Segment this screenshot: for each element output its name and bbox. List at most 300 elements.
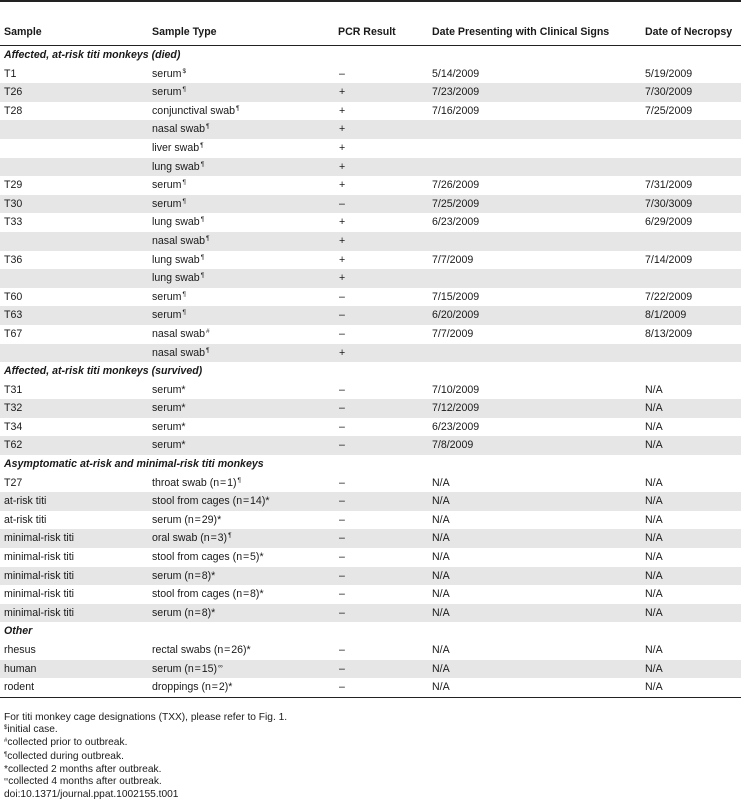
cell-date-clinical-signs-text: 7/23/2009 [432,86,480,99]
cell-date-necropsy-text: 6/29/2009 [645,216,693,229]
cell-date-necropsy-text: N/A [645,439,663,452]
cell-pcr-result-text: + [339,179,346,192]
cell-pcr-result [339,492,345,511]
cell-date-clinical-signs-text: 7/7/2009 [432,253,474,266]
cell-date-necropsy-text: N/A [645,644,663,656]
cell-date-necropsy-text: 7/31/2009 [645,179,693,192]
cell-pcr-result-text: – [339,569,345,582]
cell-sample-type-text: stool from cages (n = 8)* [152,588,264,601]
cell-pcr-result-text: + [339,272,346,285]
cell-date-clinical-signs-text: 6/20/2009 [432,309,480,322]
cell-pcr-result-text: – [339,197,345,210]
table-row [0,139,741,158]
cell-sample-type-text: serum (n = 29)* [152,513,222,526]
cell-sample-type [152,195,186,214]
cell-sample [4,436,22,455]
cell-date-necropsy [645,381,663,400]
footnote-marker: ¶ [200,216,205,224]
cell-sample [4,604,74,623]
cell-sample-text: T26 [4,86,23,99]
cell-pcr-result [339,474,345,493]
cell-date-necropsy-text: N/A [645,662,663,675]
table-row [0,176,741,195]
cell-date-clinical-signs-text: 7/16/2009 [432,104,480,117]
footnote-line [4,776,287,789]
table-row [0,529,741,548]
cell-date-clinical-signs-text: 7/26/2009 [432,179,480,192]
footnote-line [4,737,287,750]
cell-date-clinical-signs-text: N/A [432,662,450,675]
cell-sample-type-text: serum [152,86,182,99]
table-row [0,678,741,697]
section-heading: Affected, at-risk titi monkeys (survived) [4,365,203,378]
table-row [0,567,741,586]
cell-date-clinical-signs [432,83,479,102]
header-date-clinical-signs: Date Presenting with Clinical Signs [432,26,610,38]
cell-sample-text: T31 [4,383,23,396]
cell-pcr-result [339,548,345,567]
cell-pcr-result [339,288,345,307]
cell-pcr-result-text: – [339,644,345,656]
cell-date-clinical-signs [432,176,479,195]
cell-pcr-result-text: + [339,104,346,117]
cell-date-clinical-signs [432,436,473,455]
table-row [0,269,741,288]
cell-date-necropsy [645,641,663,660]
cell-sample-text: T62 [4,439,23,452]
cell-date-clinical-signs-text: N/A [432,681,450,694]
cell-date-necropsy-text: 8/13/2009 [645,327,693,340]
cell-date-clinical-signs-text: 7/8/2009 [432,439,474,452]
cell-pcr-result [339,585,345,604]
cell-date-clinical-signs-text: 5/14/2009 [432,67,480,80]
footnote-marker: ¶ [182,309,186,317]
footnote-symbol: # [4,738,8,745]
cell-sample-type [152,325,210,344]
cell-date-clinical-signs-text: 7/7/2009 [432,327,474,340]
table-row [0,288,741,307]
cell-pcr-result-text: – [339,606,345,619]
cell-sample-type-text: nasal swab [152,327,205,340]
cell-pcr-result-text: – [339,327,345,340]
cell-sample-type [152,139,204,158]
table-row [0,158,741,177]
cell-sample-type [152,120,210,139]
cell-date-necropsy [645,288,692,307]
cell-sample-type [152,529,232,548]
cell-date-necropsy [645,213,692,232]
cell-sample [4,529,74,548]
cell-pcr-result [339,158,345,177]
cell-pcr-result [339,567,345,586]
cell-date-clinical-signs [432,418,479,437]
cell-date-clinical-signs-text: 7/25/2009 [432,197,480,210]
footnote-marker: ¶ [200,272,205,280]
footnote-line [4,751,287,764]
cell-sample [4,474,22,493]
cell-sample-type-text: nasal swab [152,234,205,247]
cell-date-clinical-signs [432,195,479,214]
cell-sample-text: rhesus [4,644,36,656]
cell-pcr-result-text: – [339,681,345,694]
cell-sample-type-text: conjunctival swab [152,104,236,117]
cell-pcr-result-text: – [339,476,345,489]
section-heading: Asymptomatic at-risk and minimal-risk titi monkeys [4,458,264,471]
footnote-marker: $ [182,67,187,75]
cell-date-necropsy [645,65,692,84]
table-row [0,474,741,493]
cell-date-necropsy-text: 7/30/3009 [645,197,693,210]
cell-pcr-result-text: – [339,662,345,675]
cell-sample-text: T63 [4,309,23,322]
cell-sample-type [152,511,221,530]
cell-pcr-result [339,418,345,437]
cell-sample-type-text: droppings (n = 2)* [152,681,233,694]
cell-date-clinical-signs-text: N/A [432,495,450,508]
cell-date-clinical-signs-text: N/A [432,606,450,619]
cell-sample-text: T1 [4,67,17,80]
cell-sample-type [152,158,204,177]
footnote-line [4,789,287,801]
cell-sample-text: minimal-risk titi [4,606,75,619]
cell-sample [4,65,16,84]
section-heading-row [0,455,741,474]
footnote-marker: ¶ [236,104,240,112]
cell-pcr-result-text: + [339,160,346,173]
cell-sample-type [152,306,186,325]
cell-sample [4,306,22,325]
cell-sample-type [152,176,186,195]
cell-sample-type-text: stool from cages (n = 5)* [152,551,264,564]
cell-date-clinical-signs [432,511,450,530]
cell-sample-type [152,102,240,121]
cell-sample-text: minimal-risk titi [4,551,75,564]
cell-date-clinical-signs [432,251,473,270]
footnote-marker: ¶ [182,290,186,298]
cell-sample [4,418,22,437]
cell-sample-type-text: serum* [152,420,186,433]
table-row [0,604,741,623]
cell-date-necropsy [645,511,663,530]
table-row [0,195,741,214]
section-heading: Other [4,625,33,638]
cell-sample-type-text: lung swab [152,253,200,266]
footnote-text: collected prior to outbreak. [7,737,128,749]
table-footnotes [4,712,287,801]
cell-date-clinical-signs-text: N/A [432,513,450,526]
cell-sample-type-text: serum [152,309,182,322]
cell-pcr-result [339,678,345,697]
cell-sample-text: T28 [4,104,23,117]
cell-date-clinical-signs-text: 7/15/2009 [432,290,480,303]
cell-date-clinical-signs [432,325,473,344]
footnote-line [4,724,287,737]
cell-sample [4,492,46,511]
cell-date-necropsy [645,399,663,418]
section-heading-row [0,622,741,641]
cell-sample-text: minimal-risk titi [4,588,75,601]
footnote-marker: # [206,327,210,335]
cell-pcr-result [339,381,345,400]
cell-pcr-result [339,604,345,623]
table-header [0,20,741,46]
cell-pcr-result-text: + [339,141,346,154]
footnote-text: For titi monkey cage designations (TXX), please refer to Fig. 1. [4,712,288,723]
cell-date-necropsy [645,548,663,567]
header-pcr-result: PCR Result [338,26,396,38]
cell-pcr-result [339,213,345,232]
cell-sample-type-text: nasal swab [152,346,205,359]
table-row [0,65,741,84]
cell-sample-type-text: rectal swabs (n = 26)* [152,644,251,656]
footnote-marker: ¶ [206,346,210,354]
footnote-symbol: ¶ [4,751,8,758]
cell-date-necropsy [645,306,686,325]
cell-date-clinical-signs-text: N/A [432,532,450,545]
cell-pcr-result [339,325,345,344]
table-row [0,399,741,418]
cell-sample-type [152,213,204,232]
cell-sample-type [152,399,186,418]
cell-date-necropsy-text: N/A [645,551,663,564]
table-row [0,213,741,232]
cell-sample-type-text: liver swab [152,141,200,154]
cell-sample-text: T30 [4,197,23,210]
cell-date-necropsy [645,660,663,679]
cell-date-necropsy-text: 5/19/2009 [645,67,693,80]
cell-sample-type [152,604,215,623]
cell-sample-type-text: throat swab (n = 1) [152,476,237,489]
cell-pcr-result-text: + [339,216,346,229]
section-heading-row [0,362,741,381]
cell-pcr-result-text: + [339,123,346,136]
cell-sample-text: T27 [4,476,23,489]
cell-pcr-result [339,102,345,121]
cell-date-clinical-signs-text: 6/23/2009 [432,420,480,433]
footnote-marker: ¶ [200,253,205,261]
cell-sample-text: T33 [4,216,23,229]
footnote-symbol: $ [4,725,8,732]
cell-sample-text: T32 [4,402,23,415]
footnote-marker: ∞ [218,662,223,670]
header-date-necropsy: Date of Necropsy [645,26,733,38]
cell-date-clinical-signs [432,641,450,660]
cell-sample-type-text: stool from cages (n = 14)* [152,495,270,508]
table-row [0,344,741,363]
table-bottom-rule [0,697,741,698]
table-row [0,232,741,251]
cell-sample-type-text: serum* [152,383,186,396]
cell-sample [4,399,22,418]
footnote-marker: ¶ [182,197,186,205]
cell-sample-text: at-risk titi [4,513,47,526]
cell-pcr-result-text: + [339,253,346,266]
cell-date-necropsy-text: N/A [645,532,663,545]
cell-date-clinical-signs [432,288,479,307]
cell-date-clinical-signs [432,399,479,418]
cell-pcr-result-text: – [339,588,345,601]
cell-date-necropsy [645,436,663,455]
cell-sample-type-text: lung swab [152,272,200,285]
cell-sample [4,176,22,195]
footnote-marker: ¶ [206,123,210,131]
cell-sample-type [152,548,264,567]
cell-sample-type [152,288,186,307]
cell-date-necropsy [645,567,663,586]
cell-date-clinical-signs [432,604,450,623]
cell-sample-type [152,418,186,437]
cell-sample [4,288,22,307]
cell-pcr-result-text: – [339,551,345,564]
cell-sample-type-text: serum [152,197,182,210]
cell-sample-text: at-risk titi [4,495,47,508]
table-row [0,660,741,679]
footnote-line [4,712,287,724]
table-row [0,325,741,344]
cell-sample-type [152,83,186,102]
cell-date-clinical-signs-text: N/A [432,644,450,656]
cell-date-necropsy-text: N/A [645,513,663,526]
cell-sample-text: T29 [4,179,23,192]
cell-pcr-result-text: – [339,383,345,396]
cell-date-clinical-signs [432,306,479,325]
cell-sample-type-text: serum* [152,402,186,415]
cell-pcr-result-text: – [339,513,345,526]
cell-sample-text: minimal-risk titi [4,532,75,545]
cell-pcr-result-text: – [339,532,345,545]
cell-date-necropsy-text: N/A [645,476,663,489]
cell-pcr-result-text: – [339,420,345,433]
table-row [0,585,741,604]
cell-sample [4,641,36,660]
cell-date-necropsy-text: N/A [645,606,663,619]
table-row [0,492,741,511]
cell-date-necropsy-text: N/A [645,681,663,694]
cell-pcr-result [339,83,345,102]
cell-date-necropsy-text: N/A [645,402,663,415]
cell-sample-type [152,585,264,604]
cell-date-clinical-signs-text: 6/23/2009 [432,216,480,229]
cell-pcr-result [339,344,345,363]
table-top-rule [0,0,741,2]
cell-date-necropsy [645,83,692,102]
cell-date-necropsy-text: 8/1/2009 [645,309,687,322]
cell-date-clinical-signs [432,567,450,586]
cell-sample-type [152,269,204,288]
cell-sample-type-text: oral swab (n = 3) [152,532,228,545]
cell-date-necropsy-text: 7/25/2009 [645,104,693,117]
table-row [0,83,741,102]
cell-sample [4,678,34,697]
cell-date-necropsy [645,529,663,548]
cell-date-clinical-signs [432,474,450,493]
footnote-marker: ¶ [200,160,205,168]
cell-pcr-result-text: + [339,86,346,99]
cell-date-necropsy-text: N/A [645,569,663,582]
table-body [0,46,741,697]
cell-date-clinical-signs-text: 7/10/2009 [432,383,480,396]
cell-pcr-result-text: – [339,439,345,452]
cell-pcr-result [339,306,345,325]
cell-date-necropsy [645,176,692,195]
footnote-marker: ¶ [182,179,186,187]
header-sample: Sample [4,26,42,38]
cell-date-clinical-signs [432,529,450,548]
cell-sample [4,325,22,344]
data-table [0,20,741,698]
cell-sample-type-text: serum (n = 8)* [152,606,216,619]
cell-sample-type-text: nasal swab [152,123,205,136]
cell-date-clinical-signs-text: N/A [432,476,450,489]
footnote-marker: ¶ [206,234,210,242]
cell-sample-type [152,251,204,270]
section-heading: Affected, at-risk titi monkeys (died) [4,49,181,61]
table-row [0,102,741,121]
cell-date-clinical-signs [432,492,450,511]
cell-sample-type [152,492,269,511]
cell-sample [4,213,22,232]
cell-sample [4,511,46,530]
cell-sample [4,585,74,604]
cell-date-necropsy [645,492,663,511]
cell-pcr-result-text: + [339,234,346,247]
cell-pcr-result [339,139,345,158]
cell-date-clinical-signs-text: N/A [432,588,450,601]
cell-pcr-result [339,511,345,530]
cell-pcr-result [339,660,345,679]
table-row [0,381,741,400]
cell-date-necropsy-text: N/A [645,495,663,508]
section-heading-row [0,46,741,65]
cell-date-necropsy [645,585,663,604]
cell-pcr-result [339,436,345,455]
cell-date-clinical-signs-text: 7/12/2009 [432,402,480,415]
cell-date-necropsy [645,251,692,270]
cell-sample [4,251,22,270]
cell-date-necropsy [645,325,692,344]
footnote-text: initial case. [7,724,58,736]
cell-date-clinical-signs [432,548,450,567]
cell-date-clinical-signs [432,381,479,400]
table-row [0,548,741,567]
cell-date-clinical-signs [432,213,479,232]
cell-sample-text: rodent [4,681,35,694]
cell-pcr-result [339,120,345,139]
cell-sample-text: T34 [4,420,23,433]
cell-pcr-result [339,65,345,84]
cell-date-necropsy-text: N/A [645,588,663,601]
cell-date-necropsy-text: 7/14/2009 [645,253,693,266]
cell-sample [4,567,74,586]
footnote-text: collected during outbreak. [7,750,124,762]
cell-sample-type [152,660,223,679]
footnote-marker: ¶ [228,532,232,540]
cell-sample-type-text: lung swab [152,216,200,229]
table-row [0,641,741,660]
cell-pcr-result-text: – [339,67,345,80]
cell-sample-type [152,567,215,586]
cell-pcr-result [339,641,345,660]
cell-date-necropsy-text: 7/30/2009 [645,86,693,99]
footnote-text: *collected 2 months after outbreak. [4,763,162,775]
cell-sample-type [152,344,210,363]
cell-pcr-result [339,232,345,251]
footnote-marker: ¶ [200,141,204,149]
cell-date-clinical-signs [432,678,450,697]
cell-pcr-result [339,195,345,214]
cell-pcr-result [339,529,345,548]
table-row [0,120,741,139]
